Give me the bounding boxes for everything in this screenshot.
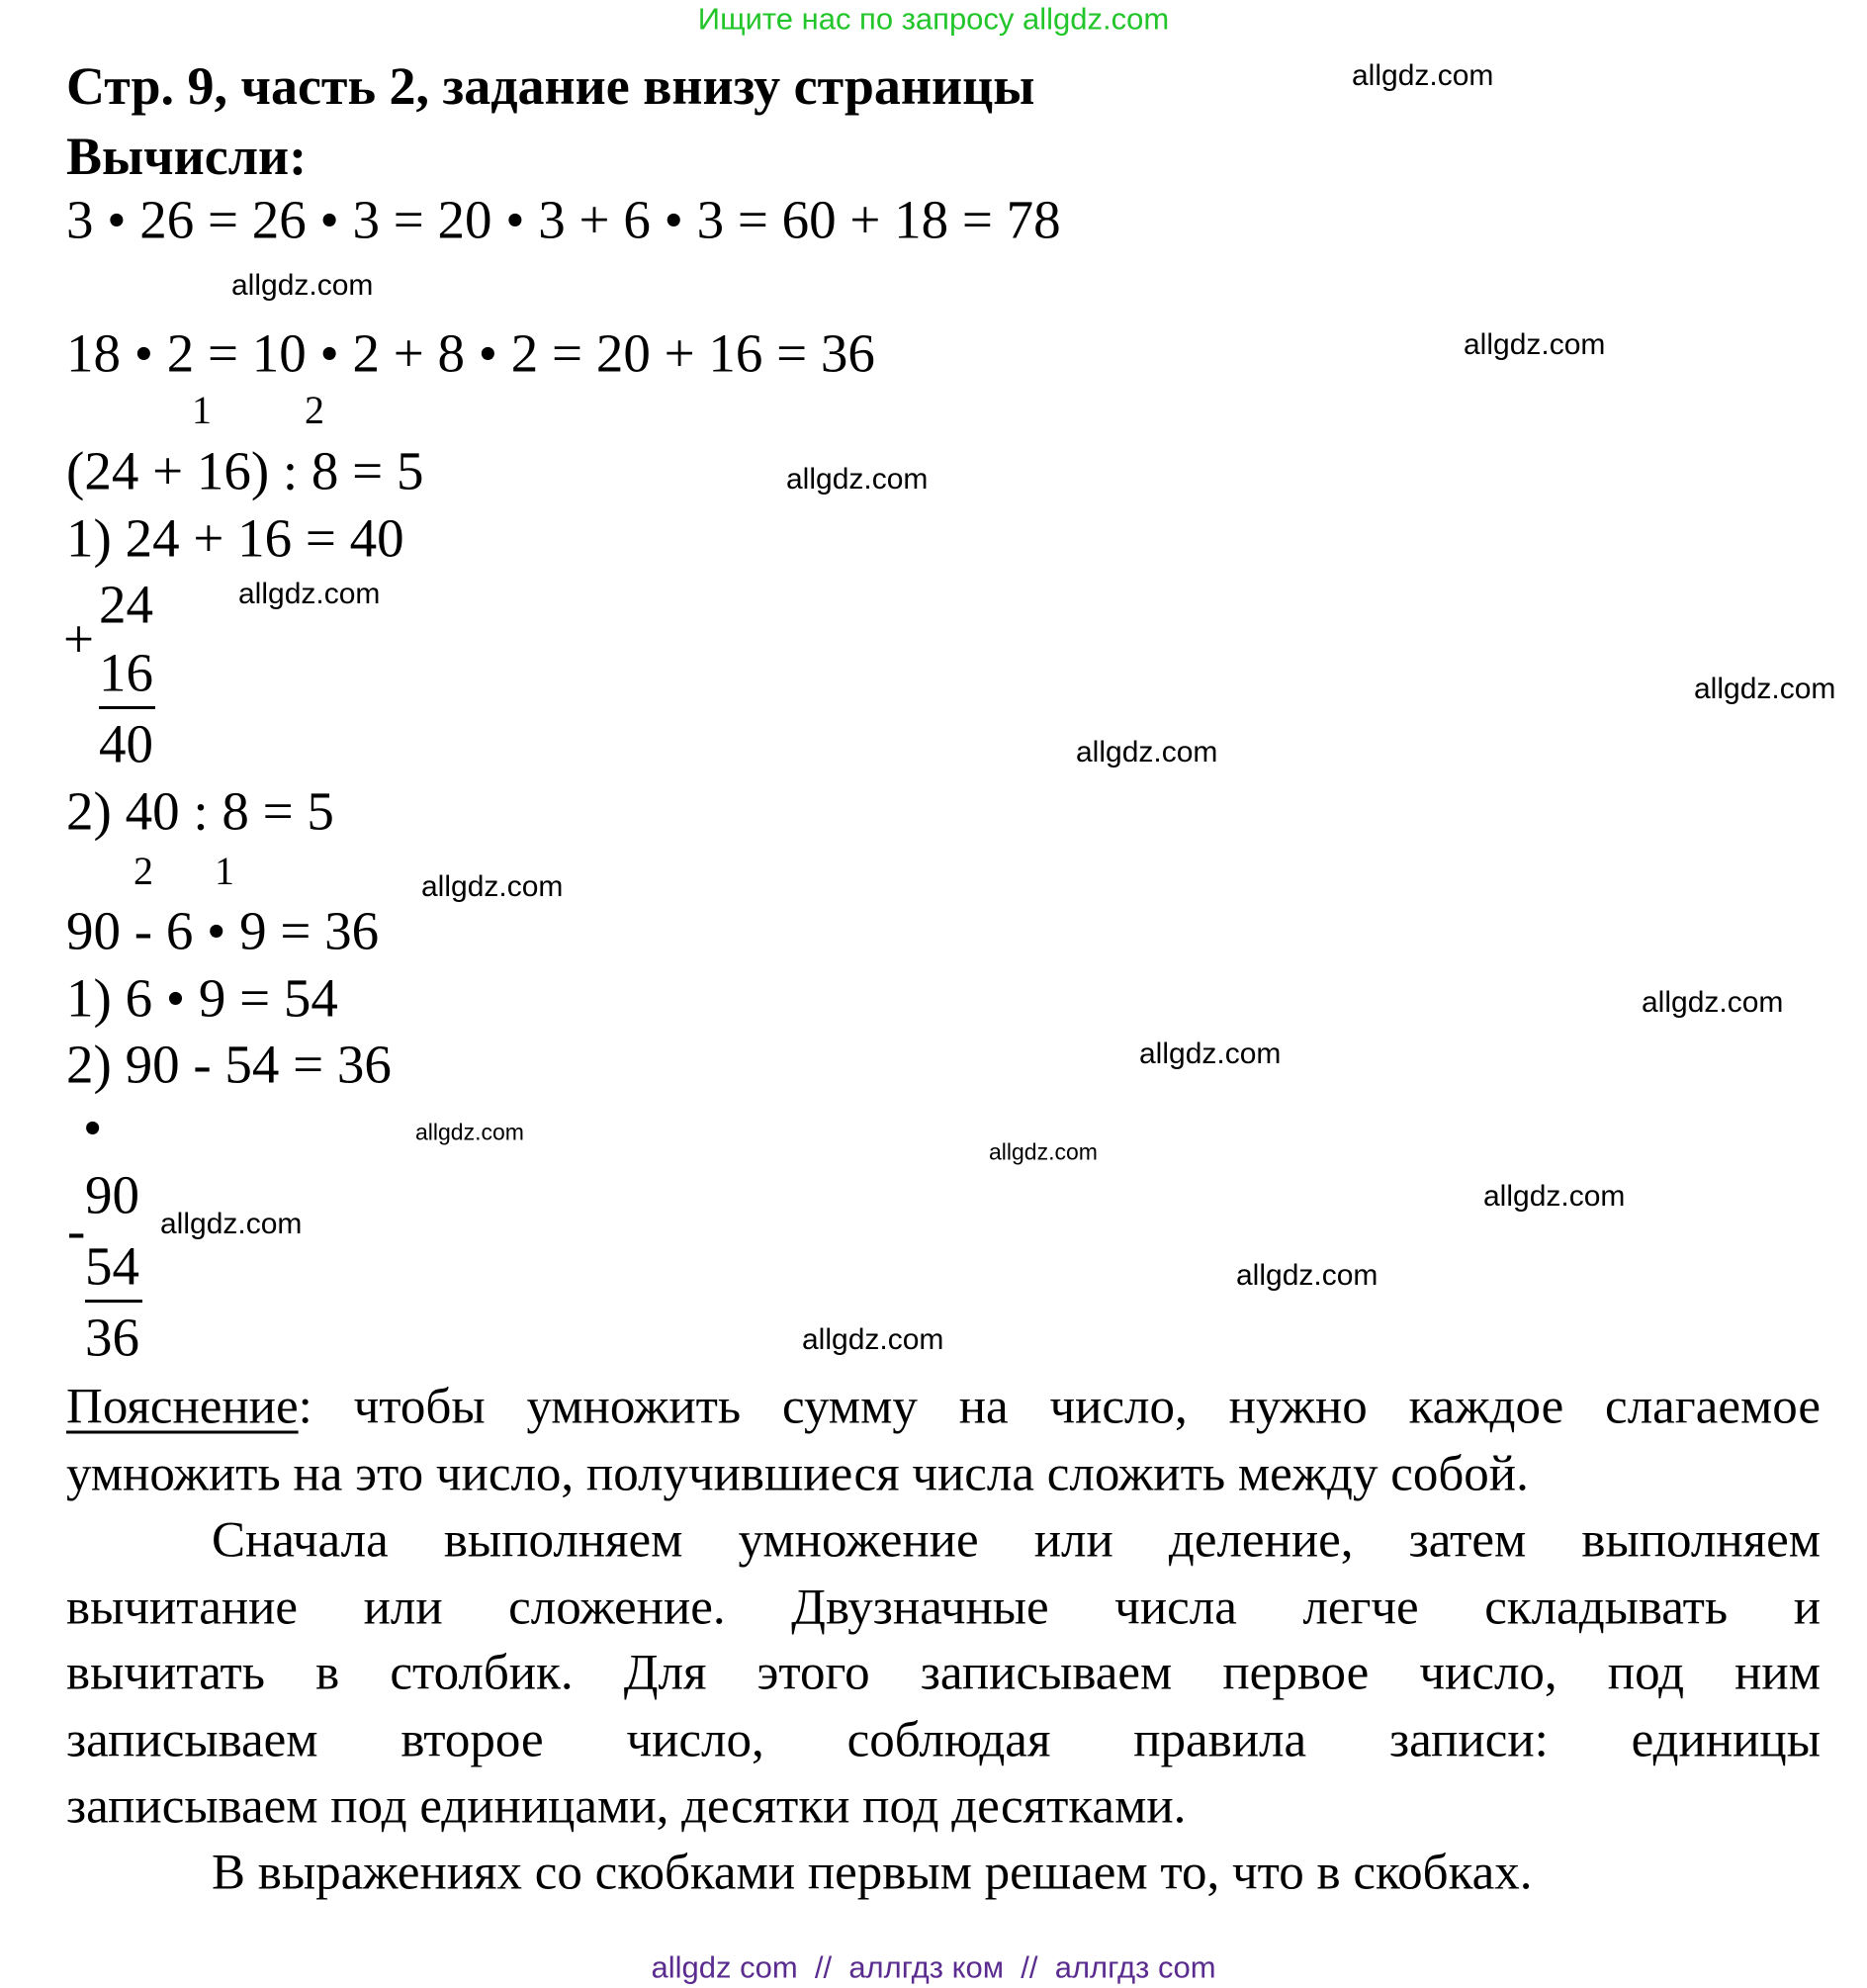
column-operand: 24 bbox=[99, 574, 153, 635]
watermark: allgdz.com bbox=[1352, 59, 1494, 92]
explanation-line: записываем под единицами, десятки под десятками. bbox=[66, 1778, 1187, 1835]
column-result: 40 bbox=[99, 713, 153, 774]
expression-3-step-2: 2) 90 - 54 = 36 bbox=[66, 1034, 392, 1095]
watermark: allgdz.com bbox=[421, 870, 564, 903]
order-mark: 2 bbox=[305, 388, 324, 432]
search-banner: Ищите нас по запросу allgdz.com bbox=[697, 1, 1170, 37]
expression-3-step-1: 1) 6 • 9 = 54 bbox=[66, 967, 338, 1029]
watermark: allgdz.com bbox=[238, 578, 381, 610]
explanation-line bbox=[66, 1379, 1821, 1435]
watermark: allgdz.com bbox=[1464, 328, 1606, 361]
page-title: Стр. 9, часть 2, задание внизу страницы bbox=[66, 56, 1035, 116]
watermark: allgdz.com bbox=[1236, 1259, 1378, 1292]
column-rule bbox=[85, 1300, 142, 1303]
explanation-text: : чтобы умножить сумму на число, нужно каждое слагаемое bbox=[298, 1379, 1821, 1435]
column-operator: + bbox=[63, 608, 95, 670]
column-operand: 54 bbox=[85, 1235, 139, 1297]
watermark: allgdz.com bbox=[415, 1119, 524, 1145]
explanation-line: вычитать в столбик. Для этого записываем первое число, под ним bbox=[66, 1645, 1821, 1701]
column-operand: 90 bbox=[85, 1164, 139, 1225]
watermark: allgdz.com bbox=[786, 463, 929, 496]
footer-links: allgdz com // аллгдз ком // аллгдз com bbox=[651, 1949, 1216, 1985]
expression-2-step-1: 1) 24 + 16 = 40 bbox=[66, 507, 404, 569]
column-rule bbox=[99, 706, 155, 709]
watermark: allgdz.com bbox=[1642, 986, 1784, 1019]
order-mark: 1 bbox=[215, 849, 234, 893]
solution-line-1: 3 • 26 = 26 • 3 = 20 • 3 + 6 • 3 = 60 + 18 = 78 bbox=[66, 189, 1061, 250]
solution-line-2: 18 • 2 = 10 • 2 + 8 • 2 = 20 + 16 = 36 bbox=[66, 322, 875, 384]
watermark: allgdz.com bbox=[802, 1323, 944, 1356]
order-mark: 2 bbox=[133, 849, 153, 893]
expression-2-step-2: 2) 40 : 8 = 5 bbox=[66, 780, 334, 842]
explanation-line: вычитание или сложение. Двузначные числа легче складывать и bbox=[66, 1580, 1821, 1636]
watermark: allgdz.com bbox=[1694, 673, 1836, 705]
explanation-label: Пояснение bbox=[66, 1379, 299, 1435]
column-operator: - bbox=[67, 1200, 86, 1261]
bullet-mark: • bbox=[83, 1097, 103, 1158]
watermark: allgdz.com bbox=[989, 1138, 1098, 1165]
explanation-line: умножить на это число, получившиеся числа сложить между собой. bbox=[66, 1446, 1529, 1502]
expression-3: 90 - 6 • 9 = 36 bbox=[66, 900, 380, 961]
column-result: 36 bbox=[85, 1307, 139, 1368]
watermark: allgdz.com bbox=[1483, 1180, 1626, 1213]
expression-2: (24 + 16) : 8 = 5 bbox=[66, 440, 424, 501]
explanation-line: Сначала выполняем умножение или деление, затем выполняем bbox=[212, 1512, 1821, 1569]
column-operand: 16 bbox=[99, 642, 153, 703]
watermark: allgdz.com bbox=[1139, 1038, 1282, 1070]
explanation-line: В выражениях со скобками первым решаем то, что в скобках. bbox=[212, 1845, 1533, 1901]
watermark: allgdz.com bbox=[1076, 736, 1218, 768]
task-heading: Вычисли: bbox=[66, 127, 308, 186]
order-mark: 1 bbox=[192, 388, 212, 432]
explanation-line: записываем второе число, соблюдая правила записи: единицы bbox=[66, 1712, 1821, 1768]
watermark: allgdz.com bbox=[160, 1208, 303, 1240]
watermark: allgdz.com bbox=[231, 269, 374, 302]
